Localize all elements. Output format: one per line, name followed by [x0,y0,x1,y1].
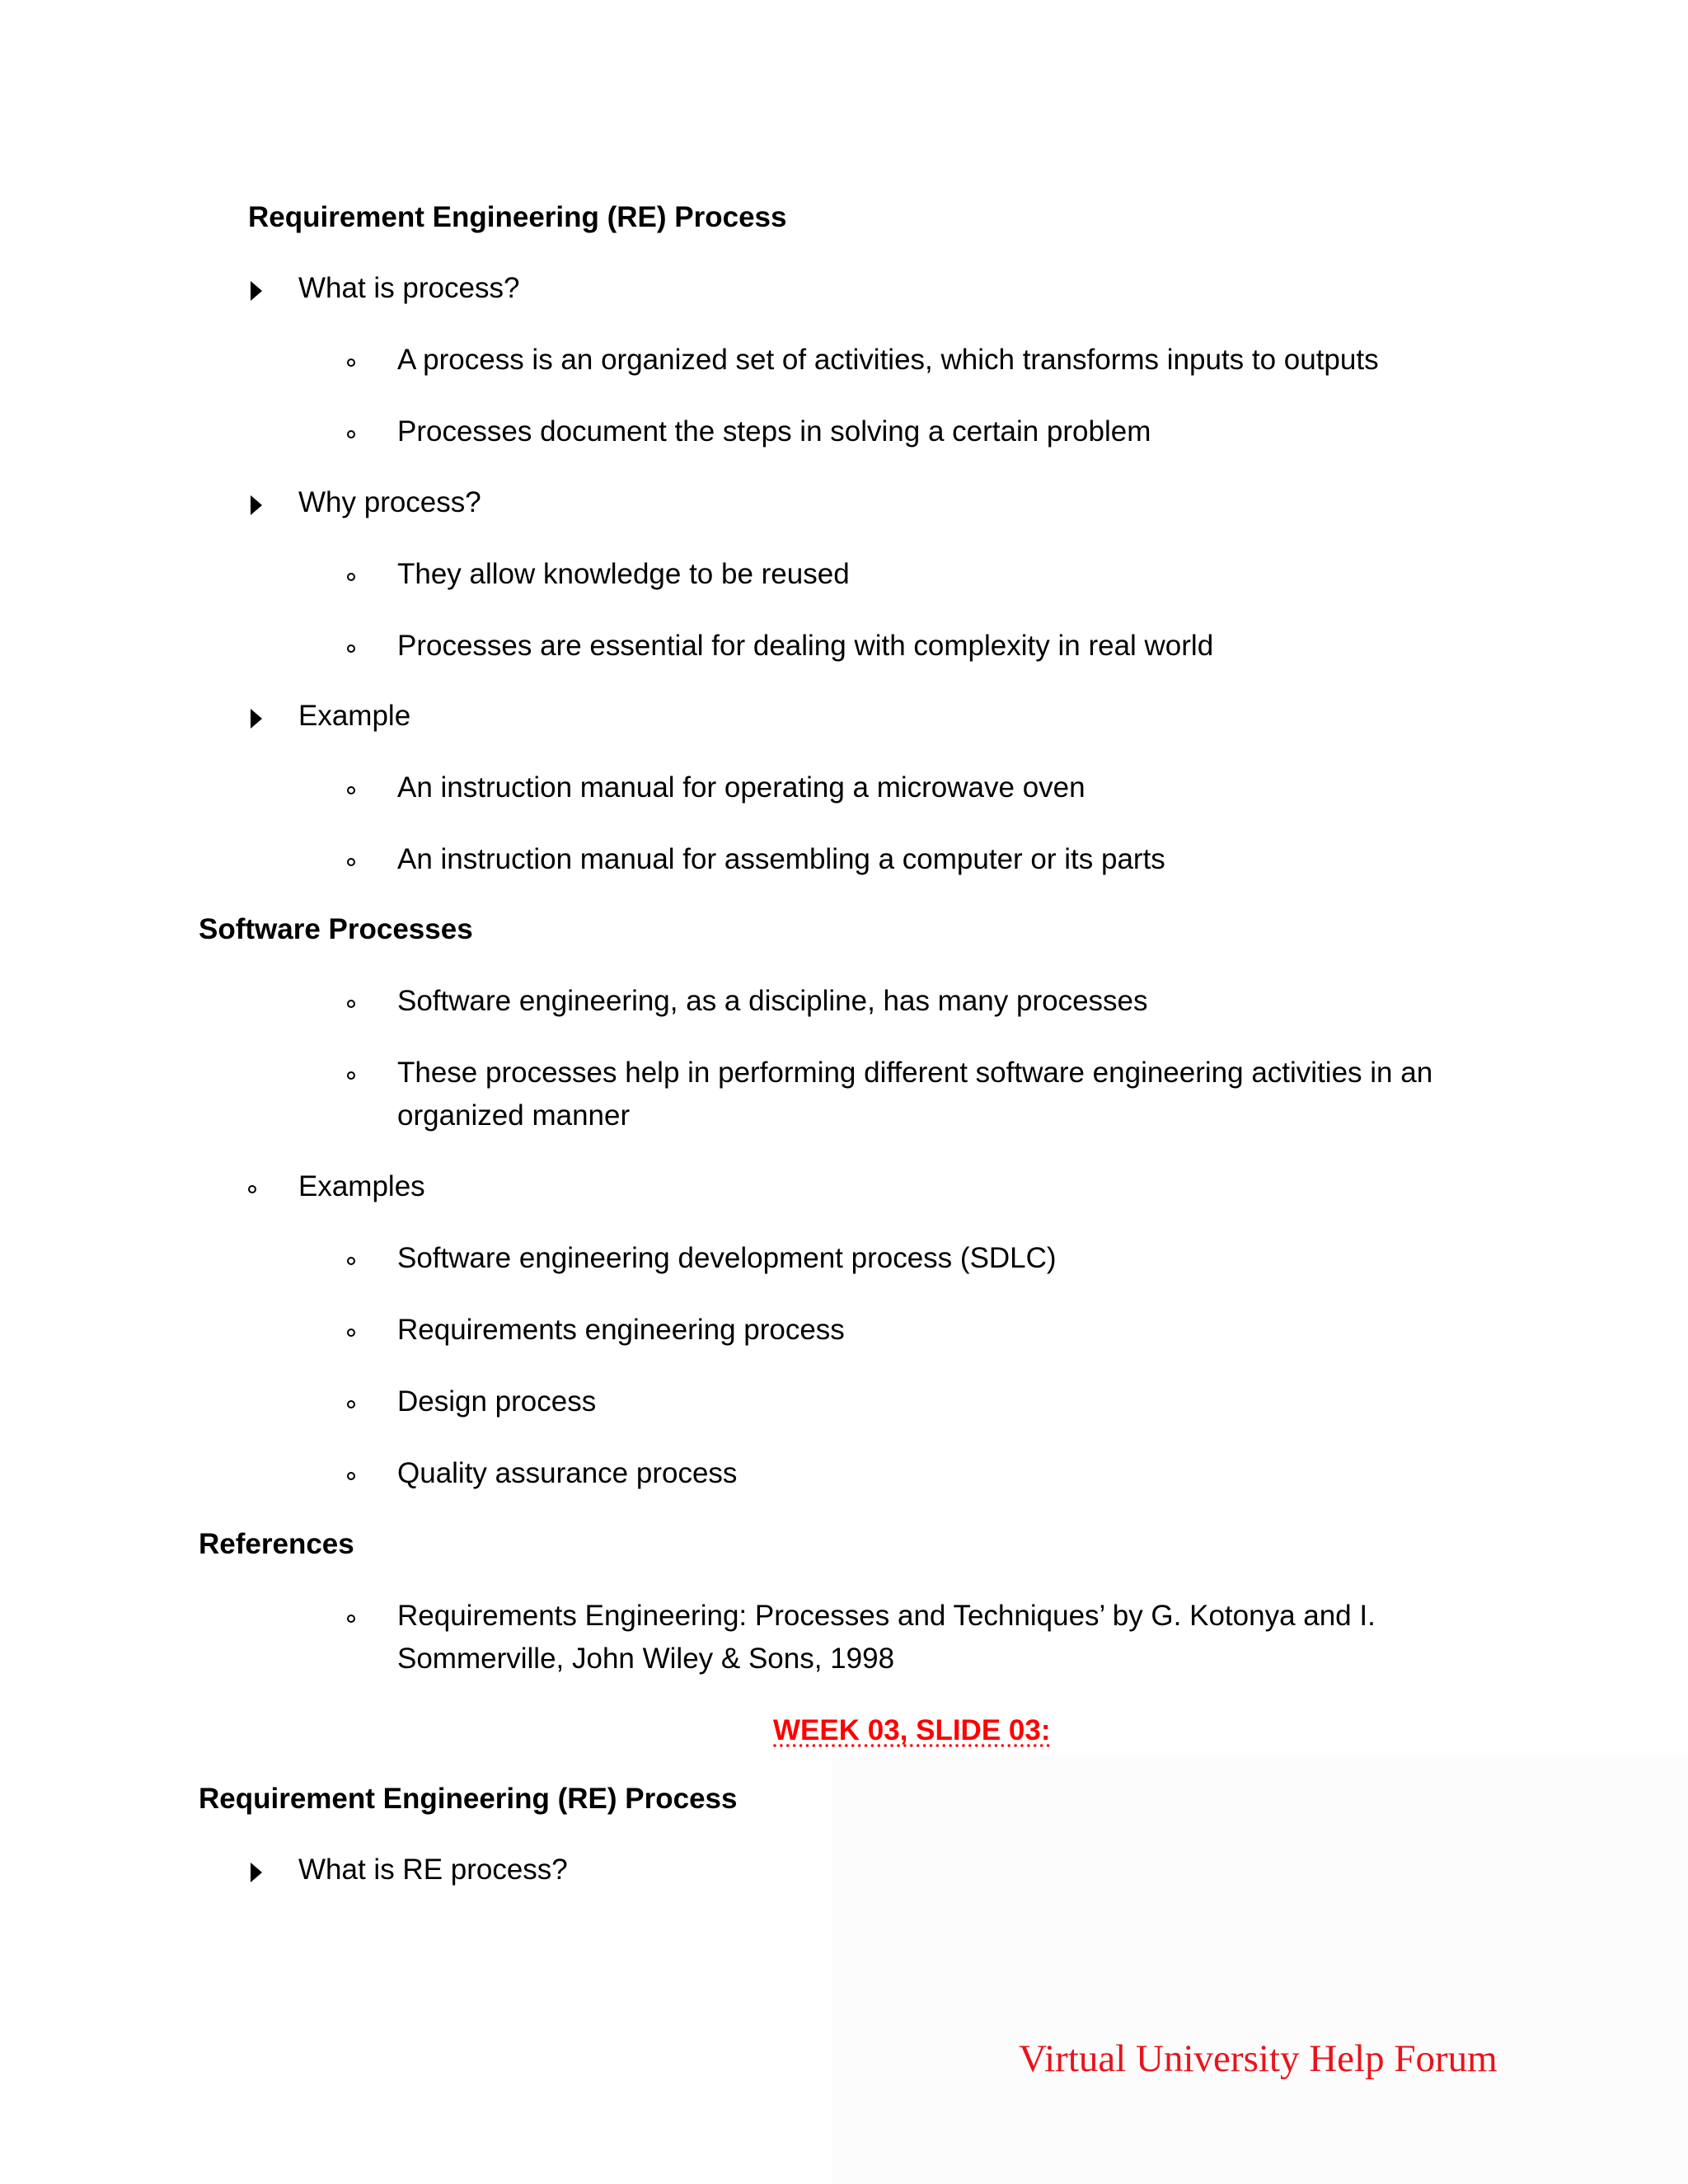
hollow-circle-icon [347,359,355,367]
sub-list-item-label: Software engineering, as a discipline, has many processes [397,985,1148,1017]
sub-list-item-label: Requirements engineering process [397,1314,845,1346]
page-shade [832,1755,1688,2184]
hollow-circle-icon [347,1000,355,1008]
sub-list-item-label: An instruction manual for assembling a computer or its parts [397,843,1165,875]
list-item-label: What is RE process? [298,1854,568,1886]
hollow-circle-icon [248,1185,256,1193]
reference-item [347,1595,1435,1680]
section-heading [199,1523,354,1566]
sub-list-item-label: Software engineering development process (SDLC) [397,1242,1057,1274]
list-item-label: What is process? [298,272,520,304]
hollow-circle-icon [347,1472,355,1480]
triangle-right-icon [251,281,262,301]
hollow-circle-icon [347,573,355,581]
hollow-circle-icon [347,786,355,794]
hollow-circle-icon [347,1615,355,1623]
hollow-circle-icon [347,1329,355,1337]
section-title: Software Processes [199,913,473,945]
list-item-label: Why process? [298,486,481,518]
section-heading [199,1778,737,1821]
section-title: References [199,1528,354,1560]
reference-text: Requirements Engineering: Processes and Techniques’ by G. Kotonya and I. Sommerville, John Wiley & Sons, 1998 [397,1600,1376,1675]
triangle-right-icon [251,1863,262,1882]
hollow-circle-icon [347,430,355,438]
hollow-circle-icon [347,858,355,866]
section-heading [199,908,473,951]
section-title: Requirement Engineering (RE) Process [248,201,787,233]
sub-list-item-label: An instruction manual for operating a microwave oven [397,771,1085,804]
hollow-circle-icon [347,1400,355,1408]
sub-list-item-label: Processes are essential for dealing with complexity in real world [397,630,1214,662]
section-title: Requirement Engineering (RE) Process [199,1783,738,1815]
hollow-circle-icon [347,1071,355,1080]
list-item-label: Examples [298,1170,425,1202]
section-heading [248,196,786,239]
week-slide-label: WEEK 03, SLIDE 03: [773,1714,1051,1746]
triangle-right-icon [251,495,262,515]
hollow-circle-icon [347,1257,355,1265]
sub-list-item-label: These processes help in performing different software engineering activities in an organized manner [397,1057,1433,1132]
sub-list-item-label: A process is an organized set of activities, which transforms inputs to outputs [397,344,1379,376]
sub-list-item-label: They allow knowledge to be reused [397,558,850,590]
sub-list-item-label: Design process [397,1385,597,1418]
hollow-circle-icon [347,644,355,653]
triangle-right-icon [251,709,262,729]
list-item-label: Example [298,700,411,732]
sub-list-item-label: Quality assurance process [397,1457,738,1489]
sub-list-item-label: Processes document the steps in solving a certain problem [397,415,1151,448]
watermark-text: Virtual University Help Forum [1019,2037,1498,2080]
sub-list-item [347,1052,1435,1137]
